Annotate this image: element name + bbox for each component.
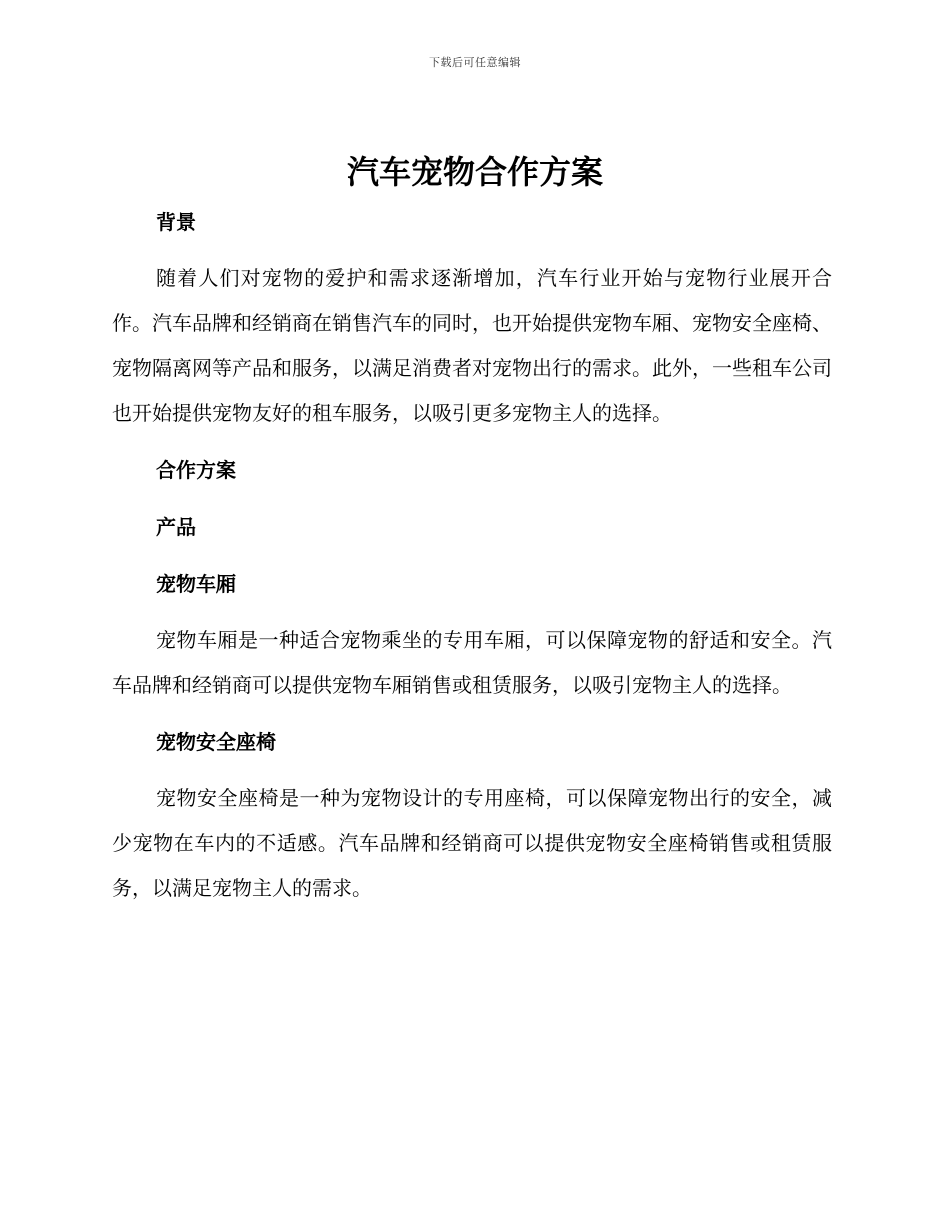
- section-heading-plan: 合作方案: [156, 458, 236, 482]
- section-heading-product: 产品: [156, 515, 196, 539]
- section-heading-pet-cabin: 宠物车厢: [156, 572, 236, 596]
- paragraph-pet-cabin: 宠物车厢是一种适合宠物乘坐的专用车厢，可以保障宠物的舒适和安全。汽车品牌和经销商可以提供宠物车厢销售或租赁服务，以吸引宠物主人的选择。: [112, 628, 832, 697]
- section-heading-background: 背景: [156, 210, 196, 234]
- section-heading-pet-seat: 宠物安全座椅: [156, 730, 276, 754]
- paragraph-pet-seat: 宠物安全座椅是一种为宠物设计的专用座椅，可以保障宠物出行的安全，减少宠物在车内的不适感。汽车品牌和经销商可以提供宠物安全座椅销售或租赁服务，以满足宠物主人的需求。: [112, 786, 832, 900]
- document-body: [112, 200, 832, 911]
- document-title: 汽车宠物合作方案: [346, 153, 603, 191]
- paragraph-background: 随着人们对宠物的爱护和需求逐渐增加，汽车行业开始与宠物行业展开合作。汽车品牌和经销商在销售汽车的同时，也开始提供宠物车厢、宠物安全座椅、宠物隔离网等产品和服务，以满足消费者对宠物出行的需求。此外，一些租车公司也开始提供宠物友好的租车服务，以吸引更多宠物主人的选择。: [112, 266, 832, 425]
- header-note: 下载后可任意编辑: [429, 56, 521, 69]
